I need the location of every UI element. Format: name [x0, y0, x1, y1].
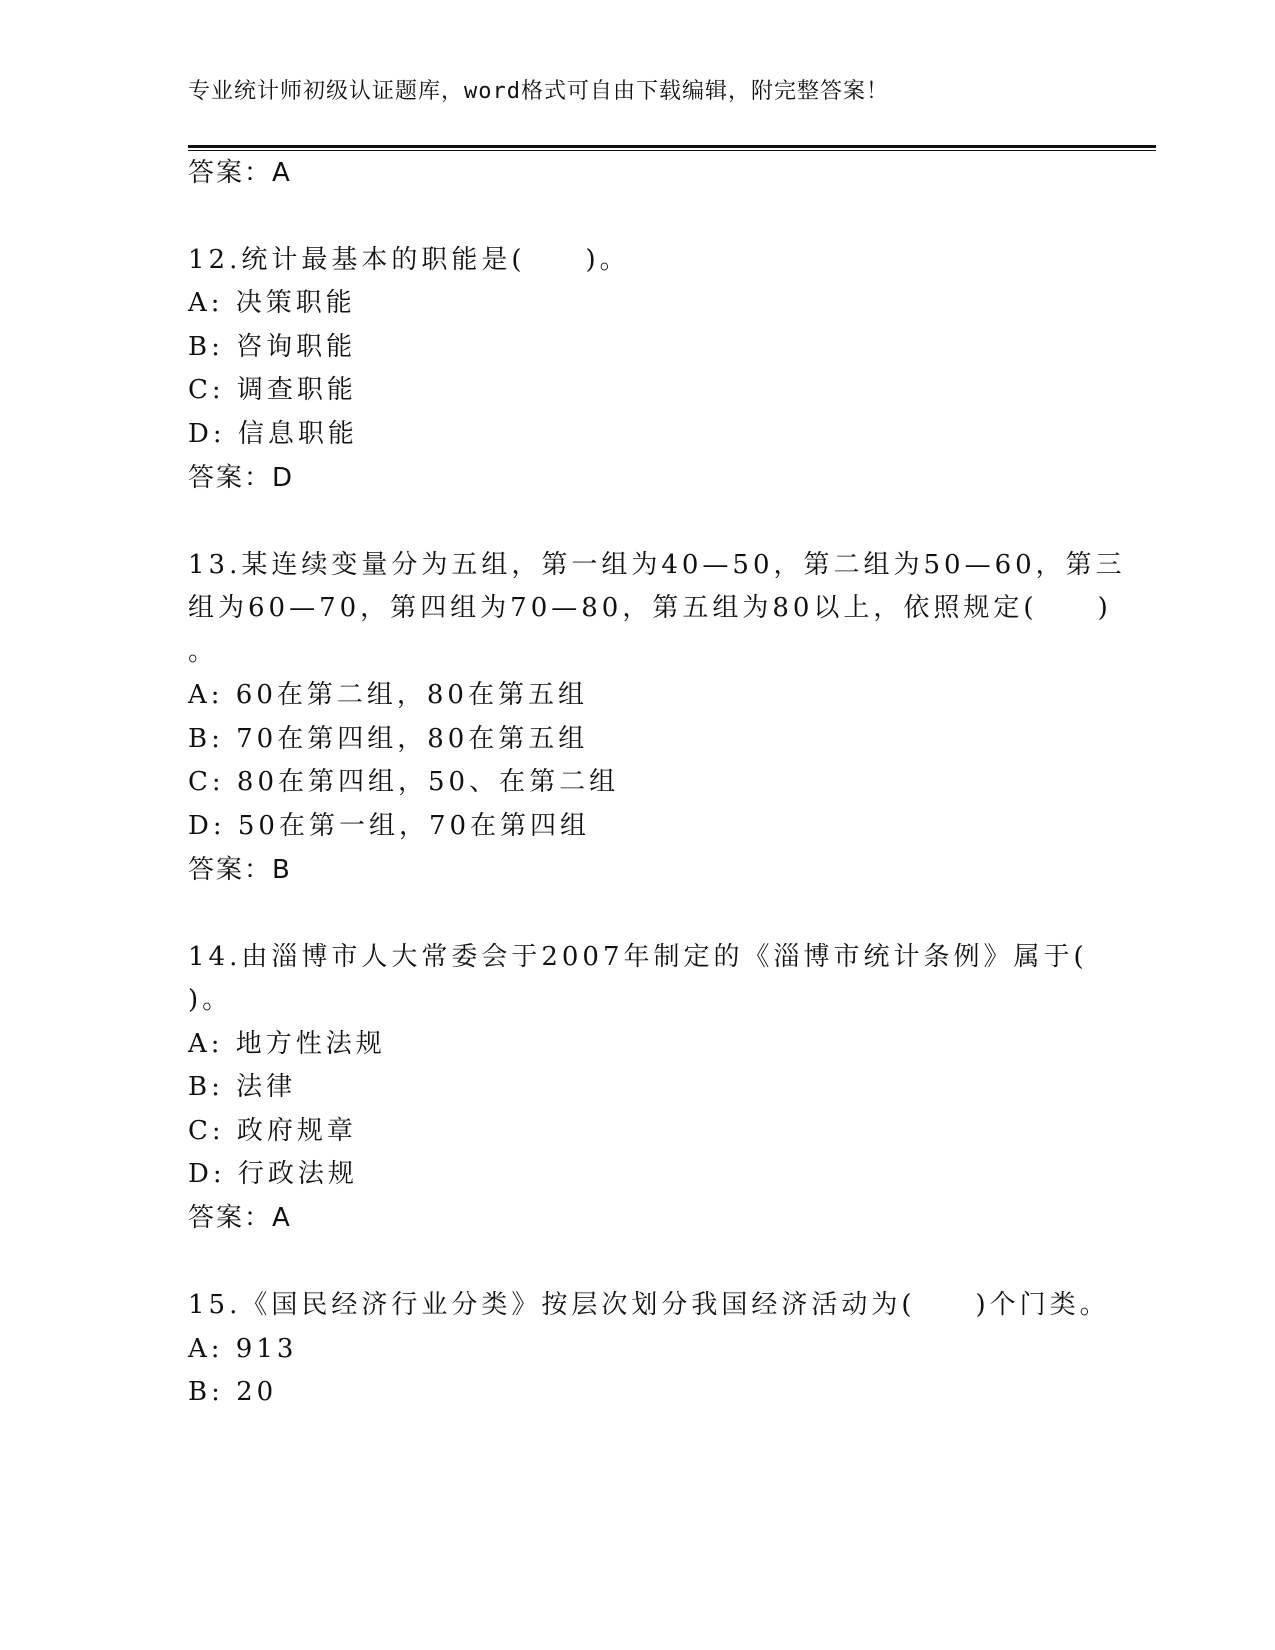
question-13-option-d: D: 50在第一组，70在第四组: [188, 811, 591, 841]
question-14-stem-line1: 14.由淄博市人大常委会于2007年制定的《淄博市统计条例》属于(: [188, 942, 1088, 972]
header-rule-thin: [188, 150, 1156, 151]
question-13-option-c: C: 80在第四组，50、在第二组: [188, 767, 620, 797]
header-rule-thick: [188, 145, 1156, 148]
question-14-stem-line2: )。: [188, 985, 233, 1015]
question-12-answer: 答案：D: [188, 463, 295, 493]
answer-prev: 答案：A: [188, 158, 292, 188]
question-13-option-a: A: 60在第二组，80在第五组: [188, 680, 588, 710]
question-15-option-a: A: 913: [188, 1334, 298, 1364]
question-14-option-d: D: 行政法规: [188, 1159, 358, 1189]
question-12-stem: 12.统计最基本的职能是( )。: [188, 245, 630, 275]
page-header: 专业统计师初级认证题库，word格式可自由下载编辑，附完整答案！: [188, 79, 889, 104]
question-13-stem-line3: 。: [188, 637, 219, 667]
question-14-option-a: A: 地方性法规: [188, 1029, 386, 1059]
question-15-stem: 15.《国民经济行业分类》按层次划分我国经济活动为( )个门类。: [188, 1290, 1110, 1320]
question-15-option-b: B: 20: [188, 1377, 278, 1407]
question-12-option-d: D: 信息职能: [188, 419, 358, 449]
question-12-option-a: A: 决策职能: [188, 288, 356, 318]
question-14-option-c: C: 政府规章: [188, 1116, 357, 1146]
question-14-answer: 答案：A: [188, 1203, 292, 1233]
question-13-answer: 答案：B: [188, 855, 292, 885]
question-12-option-c: C: 调查职能: [188, 375, 357, 405]
question-14-option-b: B: 法律: [188, 1072, 297, 1102]
question-13-stem-line1: 13.某连续变量分为五组，第一组为40—50，第二组为50—60，第三: [188, 550, 1126, 580]
question-12-option-b: B: 咨询职能: [188, 332, 357, 362]
question-13-stem-line2: 组为60—70，第四组为70—80，第五组为80以上，依照规定( ): [188, 593, 1112, 623]
question-13-option-b: B: 70在第四组，80在第五组: [188, 724, 589, 754]
